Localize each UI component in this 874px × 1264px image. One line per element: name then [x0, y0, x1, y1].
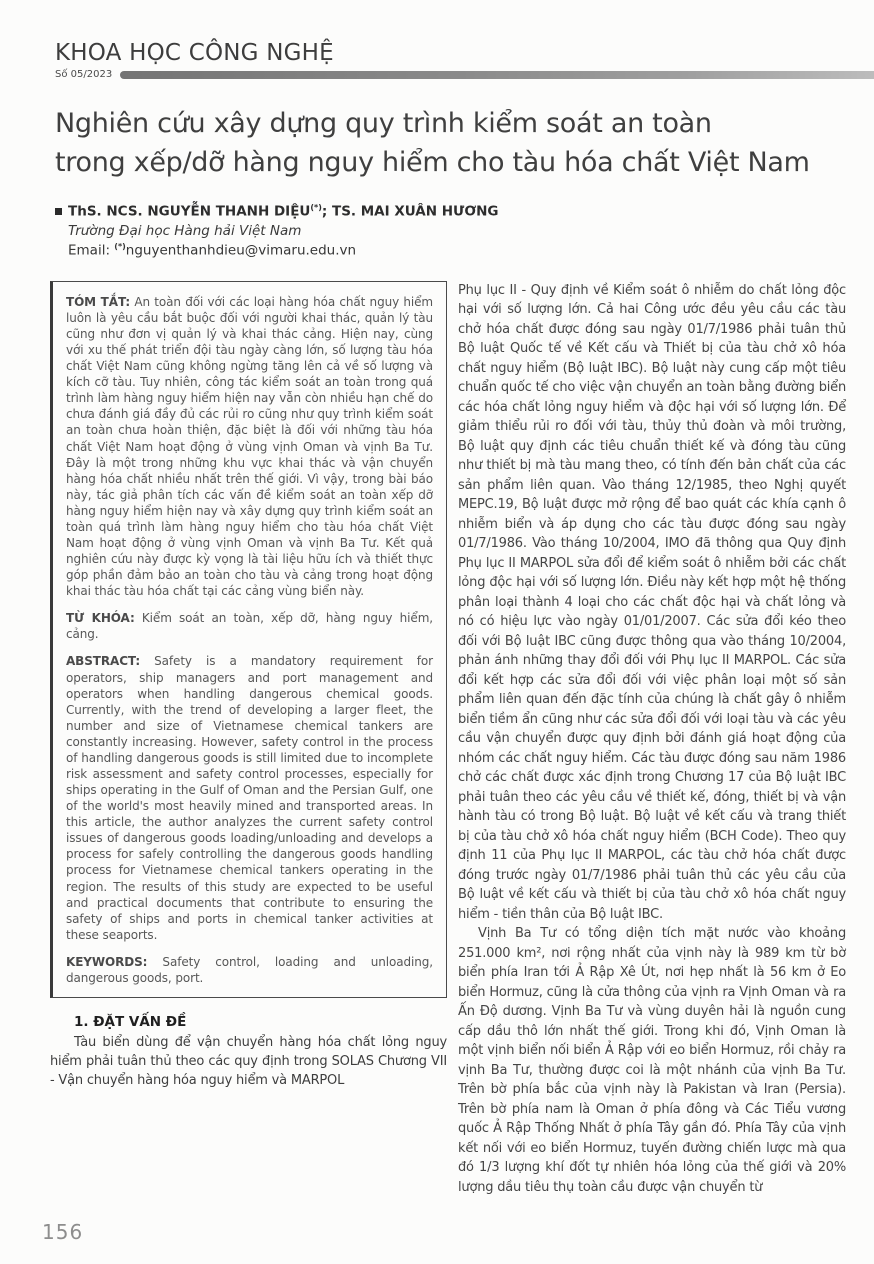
page-header — [0, 0, 874, 80]
article-title — [55, 104, 819, 183]
keywords-label: KEYWORDS: — [66, 954, 148, 969]
article-title-line2: trong xếp/dỡ hàng nguy hiểm cho tàu hóa chất Việt Nam — [55, 147, 810, 179]
email-address: nguyenthanhdieu@vimaru.edu.vn — [125, 242, 357, 259]
author-bullet-square — [55, 208, 62, 215]
abstract-label: ABSTRACT: — [66, 654, 141, 669]
section-1-intro — [50, 1014, 447, 1091]
abstract-box — [50, 281, 447, 998]
email-line — [68, 242, 874, 259]
authors-text — [68, 203, 499, 220]
tukhoa-text: Kiểm soát an toàn, xếp dỡ, hàng nguy hiểm, cảng. — [66, 611, 433, 642]
tukhoa-paragraph — [66, 610, 433, 642]
issue-label: Số 05/2023 — [55, 69, 113, 80]
tomtat-text: An toàn đối với các loại hàng hóa chất nguy hiểm luôn là yêu cầu bắt buộc đối với người khai thác, quản lý tàu cũng như đơn vị quản lý và khai thác cảng. Hiện nay, cùng với xu thế phát triển đội tàu ngày càng lớn, số lượng tàu hóa chất Việt Nam cũng không ngừng tăng lên cả về số lượng và kích cỡ tàu. Tuy nhiên, công tác kiểm soát an toàn trong quá trình làm hàng nguy hiểm hiện nay vẫn còn nhiều hạn chế do chưa đánh giá đầy đủ các rủi ro cũng như quy trình kiểm soát an toàn chưa hoàn thiện, đặc biệt là đối với những tàu hóa chất Việt Nam hoạt động ở vùng vịnh Oman và vịnh Ba Tư. Đây là một trong những khu vực khai thác và vận chuyển hàng hóa chất nhiều nhất trên thế giới. Vì vậy, trong bài báo này, tác giả phân tích các vấn đề kiểm soát an toàn xếp dỡ hàng nguy hiểm hiện nay và xây dựng quy trình kiểm soát an toàn quá trình làm hàng nguy hiểm cho tàu hóa chất Việt Nam hoạt động ở vùng vịnh Oman và vịnh Ba Tư. Kết quả nghiên cứu này được kỳ vọng là tài liệu hữu ích và thiết thực góp phần đảm bảo an toàn cho tàu và cảng trong hoạt động khai thác tàu hóa chất tại các cảng vùng biển này. — [66, 294, 433, 599]
right-column-paragraph-2: Vịnh Ba Tư có tổng diện tích mặt nước vào khoảng 251.000 km², nơi rộng nhất của vịnh này là 989 km từ bờ biển phía Iran tới Ả Rập Xê Út, nơi hẹp nhất là 56 km ở Eo biển Hormuz, cũng là cửa thông của vịnh ra Vịnh Oman và ra Ấn Độ dương. Vịnh Ba Tư và vùng duyên hải là nguồn cung cấp dầu thô lớn nhất thế giới. Trong khi đó, Vịnh Oman là một vịnh biển nối biển Ả Rập với eo biển Hormuz, rồi chảy ra vịnh Ba Tư, thường được coi là một nhánh của vịnh Ba Tư. Trên bờ phía bắc của vịnh này là Pakistan và Iran (Persia). Trên bờ phía nam là Oman ở phía đông và Các Tiểu vương quốc Ả Rập Thống Nhất ở phía Tây gần đó. Phía Tây của vịnh kết nối với eo biển Hormuz, tuyến đường chiến lược mà qua đó 1/3 lượng khí đốt tự nhiên hóa lỏng của thế giới và 20% lượng dầu tiêu thụ toàn cầu được vận chuyển từ — [458, 926, 846, 1195]
tukhoa-label: TỪ KHÓA: — [66, 611, 135, 626]
article-title-line1: Nghiên cứu xây dựng quy trình kiểm soát an toàn — [55, 108, 712, 139]
right-column — [458, 281, 846, 1198]
tomtat-paragraph — [66, 294, 433, 599]
journal-section-title: KHOA HỌC CÔNG NGHỆ — [55, 40, 334, 66]
abstract-text: Safety is a mandatory requirement for operators, ship managers and port management and operators when handling dangerous chemical goods. Currently, with the trend of developing a larger fleet, the number and size of Vietnamese chemical tankers are constantly increasing. However, safety control in the process of handling dangerous goods is still limited due to incomplete risk assessment and safety control processes, especially for ships operating in the Gulf of Oman and the Persian Gulf, one of the world's most heavily mined and transported areas. In this article, the author analyzes the current safety control issues of dangerous goods loading/unloading and develops a process for safely controlling the dangerous goods handling process for Vietnamese chemical tankers operating in the region. The results of this study are expected to be useful and practical documents that contribute to ensuring the safety of ships and ports in chemical tanker activities at these seaports. — [66, 654, 433, 942]
right-column-paragraph-1: Phụ lục II - Quy định về Kiểm soát ô nhiễm do chất lỏng độc hại với số lượng lớn. Cả hai Công ước đều yêu cầu các tàu chở hóa chất được đóng sau ngày 01/7/1986 phải tuân thủ Bộ luật Quốc tế về Kết cấu và Thiết bị của tàu chở xô hóa chất nguy hiểm (Bộ luật IBC). Bộ luật này cung cấp một tiêu chuẩn quốc tế cho việc vận chuyển an toàn bằng đường biển các hóa chất lỏng nguy hiểm và độc hại với số lượng lớn. Để giảm thiểu rủi ro đối với tàu, thủy thủ đoàn và môi trường, Bộ luật quy định các tiêu chuẩn thiết kế và đóng tàu cũng như thiết bị mà tàu mang theo, có tính đến bản chất của các sản phẩm liên quan. Vào tháng 12/1985, theo Nghị quyết MEPC.19, Bộ luật được mở rộng để bao quát các khía cạnh ô nhiễm biển và áp dụng cho các tàu được đóng sau ngày 01/7/1986. Vào tháng 10/2004, IMO đã thông qua Quy định Phụ lục II MARPOL sửa đổi để kiểm soát ô nhiễm bởi các chất lỏng độc hại với số lượng lớn. Điều này kết hợp một hệ thống phân loại thành 4 loại cho các chất độc hại và chất lỏng và nó có hiệu lực vào ngày 01/01/2007. Các sửa đổi kéo theo đối với Bộ luật IBC cũng được thông qua vào tháng 10/2004, phản ánh những thay đổi đối với Phụ lục II MARPOL. Các sửa đổi kết hợp các sửa đổi đối với việc phân loại một số sản phẩm liên quan đến đặc tính của chúng là chất gây ô nhiễm biển tiềm ẩn cũng như các sửa đổi đối với loại tàu và các yêu cầu vận chuyển được quy định bởi đánh giá hoạt động của nhóm các chất nguy hiểm. Các tàu được đóng sau năm 1986 chở các chất được xác định trong Chương 17 của Bộ luật IBC phải tuân theo các yêu cầu về thiết kế, đóng, thiết bị và vận hành tàu có trong Bộ luật. Bộ luật về kết cấu và trang thiết bị của tàu chở xô hóa chất nguy hiểm (BCH Code). Theo quy định 11 của Phụ lục II MARPOL, các tàu chở hóa chất được đóng trước ngày 01/7/1986 phải tuân thủ các yêu cầu của Bộ luật về kết cấu và thiết bị của tàu chở xô hóa chất nguy hiểm - tiền thân của Bộ luật IBC. — [458, 282, 846, 922]
section-1-heading: 1. ĐẶT VẤN ĐỀ — [74, 1014, 187, 1031]
email-footnote-marker: (*) — [114, 242, 126, 252]
keywords-paragraph — [66, 954, 433, 986]
tomtat-label: TÓM TẮT: — [66, 294, 131, 309]
email-label: Email: — [68, 242, 115, 259]
authors-line — [55, 203, 819, 220]
two-column-body — [50, 281, 846, 1198]
author-2: ; TS. MAI XUÂN HƯƠNG — [321, 203, 499, 220]
affiliation: Trường Đại học Hàng hải Việt Nam — [68, 223, 302, 240]
abstract-paragraph — [66, 653, 433, 942]
keywords-text: Safety control, loading and unloading, dangerous goods, port. — [66, 954, 433, 985]
section-1-paragraph: Tàu biển dùng để vận chuyển hàng hóa chất lỏng nguy hiểm phải tuân thủ theo các quy định trong SOLAS Chương VII - Vận chuyển hàng hóa nguy hiểm và MARPOL — [50, 1035, 447, 1088]
page-number: 156 — [42, 1220, 84, 1244]
author-footnote-marker: (*) — [310, 202, 322, 212]
left-column — [50, 281, 447, 1091]
header-rule — [120, 71, 874, 79]
author-1: ThS. NCS. NGUYỄN THANH DIỆU — [68, 203, 311, 220]
issue-row — [55, 69, 874, 80]
